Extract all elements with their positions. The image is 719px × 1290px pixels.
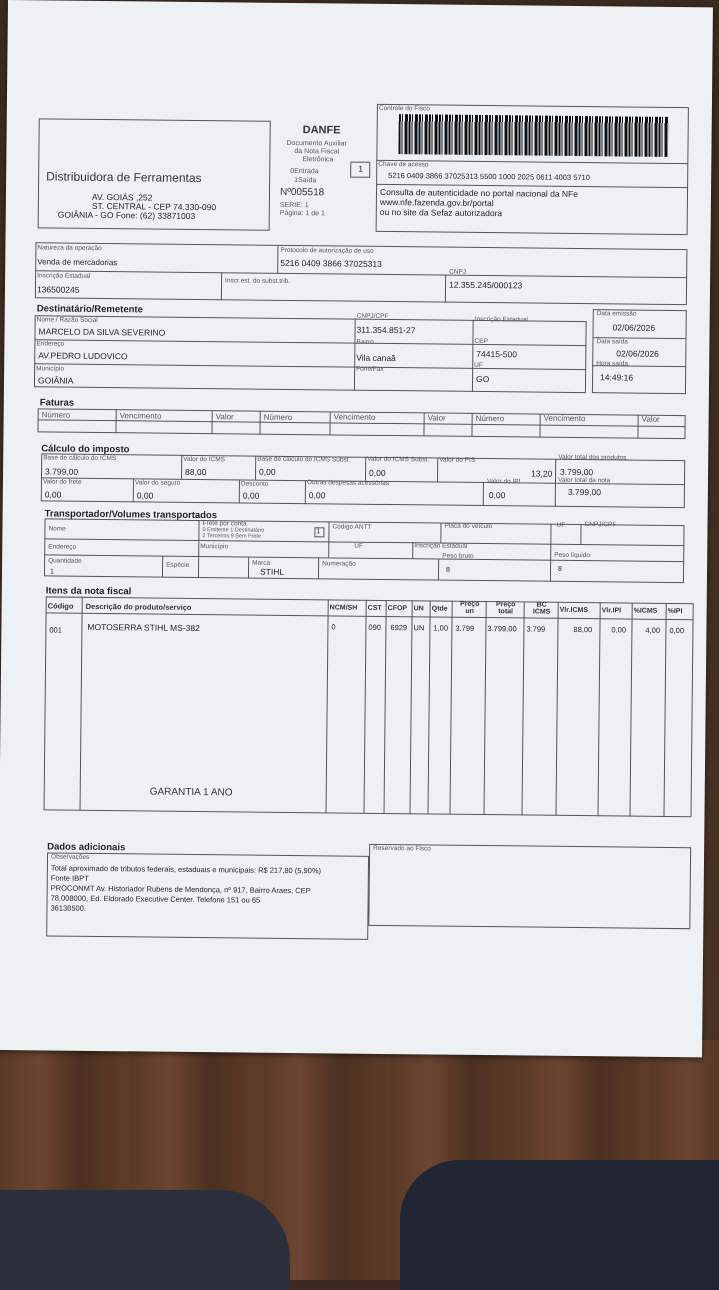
shoe <box>0 1190 290 1290</box>
col-preco-un: Preço un <box>459 600 480 615</box>
col-qtde: Qtde <box>431 605 448 613</box>
bc-icms: 3.799,00 <box>45 466 79 477</box>
col-ncm: NCM/SH <box>329 604 358 612</box>
invoice-number: Nº005518 <box>279 186 325 199</box>
danfe-desc: da Nota Fiscal <box>294 148 340 156</box>
col-cfop: CFOP <box>387 605 408 613</box>
company-city: GOIÂNIA - GO Fone: (62) 33871003 <box>57 209 196 221</box>
col-preco-total: Preço total <box>495 601 516 616</box>
item-vlr-icms: 88,00 <box>573 624 593 635</box>
company-district: ST. CENTRAL - CEP 74.330-090 <box>91 200 217 213</box>
imposto-title: Cálculo do imposto <box>41 443 130 456</box>
item-cfop: 6929 <box>390 623 408 633</box>
company-address: AV. GOIÁS ,252 <box>91 191 153 203</box>
chave-label: Chave de acesso <box>378 160 429 169</box>
v-pis: 13,20 <box>531 468 553 479</box>
col-bc-icms: BC ICMS <box>532 601 551 616</box>
item-preco-total: 3.799,00 <box>487 624 517 634</box>
col-un: UN <box>413 605 424 613</box>
item-bc-icms: 3.799 <box>526 624 546 634</box>
dest-cep: 74415-500 <box>476 348 518 360</box>
consulta-text: ou no site da Sefaz autorizadora <box>379 206 503 219</box>
v-desconto: 0,00 <box>242 490 260 501</box>
col-pct-ipi: %IPI <box>667 607 683 616</box>
bc-st: 0,00 <box>259 466 276 477</box>
protocolo-value: 5216 0409 3866 37025313 <box>280 257 382 269</box>
item-preco-un: 3.799 <box>455 623 475 633</box>
col-codigo: Código <box>47 601 74 611</box>
barcode <box>398 114 668 157</box>
item-qtde: 1,00 <box>433 623 449 633</box>
marca-value: STIHL <box>259 566 285 577</box>
item-pct-ipi: 0,00 <box>669 625 685 636</box>
peso-liquido: 8 <box>558 565 563 573</box>
v-icms: 88,00 <box>185 466 207 478</box>
v-outras: 0,00 <box>308 490 326 501</box>
col-cst: CST <box>367 604 382 612</box>
col-pct-icms: %ICMS <box>633 607 658 615</box>
danfe-document: Distribuidora de Ferramentas AV. GOIÁS ,252 ST. CENTRAL - CEP 74.330-090 GOIÂNIA - GO Fone: (62) 33871003 DANFE Documento Auxiliar da Nota Fiscal Eletrônica 0Entrada 1Saída 1 Nº005518 SERIE: 1 Página: 1 de 1 Controle do Fisco Chave de acesso 5216 0409 3866 37025313 5500 1000 2025 0611 4003 5710 Consulta de autenticidade no portal nacional da NFe www.nfe.fazenda.gov.br/portal ou no site da Sefaz autorizadora Natureza da operação Venda de mercadorias Protocolo de autorização de uso 5216 0409 3866 37025313 Inscrição Estadual 136500245 Inscr.est. do subst.trib. CNPJ 12.355.245/000123 Destinatário/Remetente Nome / Razão Social MARCELO DA SILVA SEVERINO CNPJ/CPF 311.354.851-27 Inscrição Estadual Data emissão 02/06/2026 Endereço AV.PEDRO LUDOVICO Bairro Vila canaã CEP 74415-500 Data saída 02/06/2026 Município GOIÂNIA Fone/Fax UF GO Hora saída 14:49:16 Faturas Número Vencimento Valor Número Vencimento Valor Número Vencimento Valor Cálculo do imposto Base de cálculo do ICMS 3.799,00 Valor do ICMS 88,00 Base de cálculo do ICMS Subst. 0,00 Valor do ICMS Subst. 0,00 Valor do PIS 13,20 Valor total dos produtos 3.799,00 Valor do frete 0,00 Valor do seguro 0,00 Desconto 0,00 Outras despesas acessórias 0,00 Valor do IPI 0,00 Valor total da nota 3.799,00 Transportador/Volumes transportados Nome Frete por conta 0 Emitente 1 Destinatário 2 Terceiros 9 Sem Frete 1 Código ANTT Placa do veículo UF CNPJ/CPF Endereço Município UF Inscrição Estadual Quantidade 1 Espécie Marca STIHL Numeração Peso bruto 8 Peso líquido 8 Itens da nota fiscal Código Descrição do produto/serviço NCM/SH CST CFOP UN Qtde Preço un Preço total BC ICMS Vlr.ICMS Vlr.IPI %ICMS %IPI 001 MOTOSERRA STIHL MS-382 0 090 6929 UN 1,00 3.799 3.799,00 3.799 88,00 0,00 4,00 0,00 GARANTIA 1 ANO Dados adicionais Observações Total aproximado de tributos federais, estaduais e municipais: R$ 217,80 (5,90%) Fonte IBPT PROCONMT Av. Historiador Rubens de Mendonça, nº 917, Bairro Araes, CEP 78.008000, Ed. Eldorado Executive Center. Telefone 151 ou 65 36138500. Reservado ao Fisco <box>0 0 713 1057</box>
obs-line: PROCONMT Av. Historiador Rubens de Mendonça, nº 917, Bairro Araes, CEP <box>50 883 311 896</box>
itens-title: Itens da nota fiscal <box>45 585 132 598</box>
col-vlr-icms: Vlr.ICMS <box>559 606 589 615</box>
obs-line: Fonte IBPT <box>50 873 89 883</box>
saida-label: 1Saída <box>294 177 317 185</box>
consulta-text: Consulta de autenticidade no portal nacional da NFe <box>379 186 579 199</box>
v-ipi: 0,00 <box>488 490 506 501</box>
v-seguro: 0,00 <box>136 490 154 501</box>
dest-cpf: 311.354.851-27 <box>356 324 416 336</box>
dest-uf: GO <box>476 373 490 385</box>
item-ncm: 0 <box>331 622 336 632</box>
controle-label: Controle do Fisco <box>378 104 430 113</box>
dest-address: AV.PEDRO LUDOVICO <box>38 350 128 362</box>
v-st: 0,00 <box>369 467 386 478</box>
company-name: Distribuidora de Ferramentas <box>46 169 202 186</box>
item-codigo: 001 <box>49 625 62 635</box>
item-vlr-ipi: 0,00 <box>611 625 627 635</box>
faturas-title: Faturas <box>39 397 75 409</box>
reservado-fisco-box <box>368 844 691 929</box>
danfe-desc: Documento Auxiliar <box>286 139 347 148</box>
emissao-date: 02/06/2026 <box>612 322 656 333</box>
invoice-serie: SERIE: 1 <box>279 201 309 210</box>
danfe-desc: Eletrônica <box>302 156 334 164</box>
item-pct-icms: 4,00 <box>645 625 661 635</box>
transp-title: Transportador/Volumes transportados <box>44 508 218 522</box>
hora-saida: 14:49:16 <box>600 372 634 383</box>
item-descricao: MOTOSERRA STIHL MS-382 <box>87 621 200 634</box>
frete-value: 1 <box>316 528 321 536</box>
item-cst: 090 <box>368 622 382 632</box>
entrada-label: 0Entrada <box>290 167 319 176</box>
dest-city: GOIÂNIA <box>37 375 74 386</box>
adicionais-title: Dados adicionais <box>47 841 126 854</box>
invoice-page: Página: 1 de 1 <box>279 209 325 218</box>
chave-value: 5216 0409 3866 37025313 5500 1000 2025 0611 4003 5710 <box>388 170 590 183</box>
dest-title: Destinatário/Remetente <box>36 303 143 316</box>
item-un: UN <box>413 623 425 633</box>
col-vlr-ipi: Vlr.IPI <box>601 607 622 615</box>
shoe <box>400 1160 719 1290</box>
ie-value: 136500245 <box>36 284 80 295</box>
tipo-value: 1 <box>358 163 364 174</box>
dest-name: MARCELO DA SILVA SEVERINO <box>38 326 166 338</box>
natureza-value: Venda de mercadorias <box>37 257 118 268</box>
obs-line: 78.008000, Ed. Eldorado Executive Center. Telefone 151 ou 65 <box>50 893 261 905</box>
v-frete: 0,00 <box>44 489 62 500</box>
dest-bairro: Vila canaã <box>356 352 396 364</box>
cnpj-value: 12.355.245/000123 <box>448 279 523 291</box>
col-descricao: Descrição do produto/serviço <box>85 601 192 612</box>
obs-line: 36138500. <box>50 903 86 913</box>
consulta-url: www.nfe.fazenda.gov.br/portal <box>379 196 494 209</box>
danfe-title: DANFE <box>302 124 341 137</box>
saida-date: 02/06/2026 <box>616 348 659 359</box>
v-produtos: 3.799,00 <box>560 466 594 478</box>
garantia-note: GARANTIA 1 ANO <box>149 786 233 799</box>
qtd-value: 1 <box>49 568 54 576</box>
v-total-nota: 3.799,00 <box>567 486 602 498</box>
peso-bruto: 8 <box>446 566 450 574</box>
obs-line: Total aproximado de tributos federais, estaduais e municipais: R$ 217,80 (5,90%) <box>50 863 322 876</box>
